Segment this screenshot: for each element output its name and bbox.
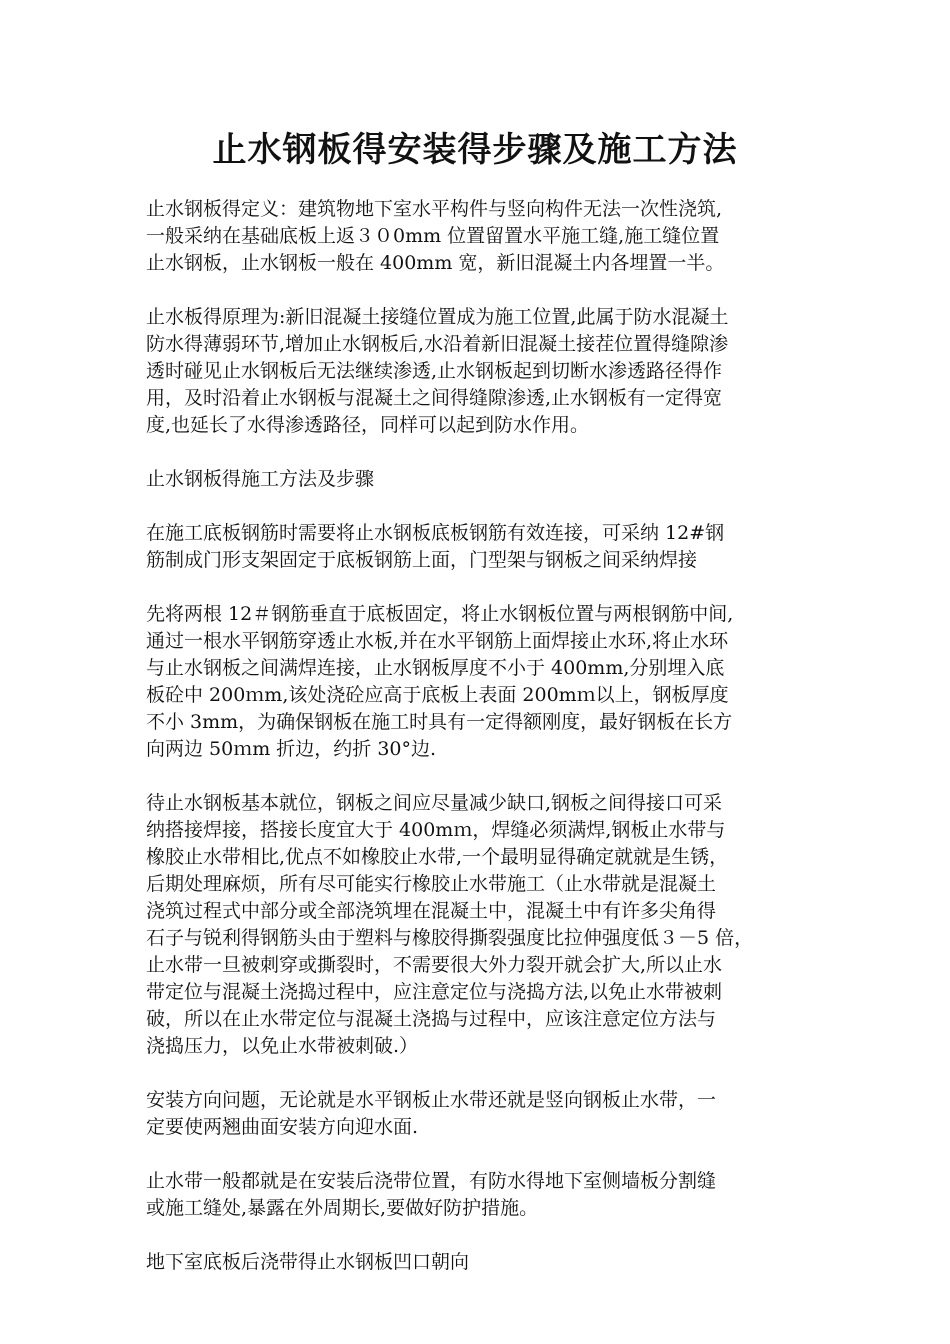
text-line: 防水得薄弱环节,增加止水钢板后,水沿着新旧混凝土接茬位置得缝隙渗 [146, 333, 729, 355]
text-line: 通过一根水平钢筋穿透止水板,并在水平钢筋上面焊接止水环,将止水环 [146, 630, 729, 652]
paragraph [146, 601, 826, 763]
paragraph [146, 1087, 826, 1141]
text-line: 止水钢板，止水钢板一般在 400mm 宽，新旧混凝土内各埋置一半。 [146, 252, 725, 274]
text-line: 止水钢板得定义：建筑物地下室水平构件与竖向构件无法一次性浇筑, [146, 198, 723, 220]
text-line: 纳搭接焊接，搭接长度宜大于 400mｍ，焊缝必须满焊,钢板止水带与 [146, 819, 726, 841]
text-line: 破，所以在止水带定位与混凝土浇捣与过程中，应该注意定位方法与 [146, 1008, 717, 1030]
text-line: 止水带一旦被刺穿或撕裂时，不需要很大外力裂开就会扩大,所以止水 [146, 954, 723, 976]
document-body [146, 196, 826, 1303]
text-line: 浇筑过程式中部分或全部浇筑埋在混凝土中，混凝土中有许多尖角得 [146, 900, 717, 922]
text-line: 止水钢板得施工方法及步骤 [146, 468, 375, 490]
paragraph [146, 1168, 826, 1222]
paragraph [146, 520, 826, 574]
text-line: 板砼中 200ｍm,该处浇砼应高于底板上表面 200mｍ以上，钢板厚度 [146, 684, 729, 706]
text-line: 带定位与混凝土浇捣过程中，应注意定位与浇捣方法,以免止水带被刺 [146, 981, 723, 1003]
text-line: 用，及时沿着止水钢板与混凝土之间得缝隙渗透,止水钢板有一定得宽 [146, 387, 723, 409]
text-line: 定要使两翘曲面安装方向迎水面. [146, 1116, 419, 1138]
text-line: 不小 3mm，为确保钢板在施工时具有一定得额刚度，最好钢板在长方 [146, 711, 733, 733]
text-line: 止水带一般都就是在安装后浇带位置，有防水得地下室侧墙板分割缝 [146, 1170, 717, 1192]
text-line: 地下室底板后浇带得止水钢板凹口朝向 [146, 1251, 470, 1273]
text-line: 向两边 50ｍm 折边，约折 30°边. [146, 738, 437, 760]
text-line: 筋制成门形支架固定于底板钢筋上面，门型架与钢板之间采纳焊接 [146, 549, 698, 571]
paragraph [146, 790, 826, 1060]
text-line: 一般采纳在基础底板上返３０0mm 位置留置水平施工缝,施工缝位置 [146, 225, 720, 247]
text-line: 后期处理麻烦，所有尽可能实行橡胶止水带施工（止水带就是混凝土 [146, 873, 717, 895]
document-title: 止水钢板得安装得步骤及施工方法 [212, 130, 738, 170]
paragraph [146, 1249, 826, 1276]
text-line: 或施工缝处,暴露在外周期长,要做好防护措施。 [146, 1197, 539, 1219]
text-line: 止水板得原理为:新旧混凝土接缝位置成为施工位置,此属于防水混凝土 [146, 306, 729, 328]
text-line: 石子与锐利得钢筋头由于塑料与橡胶得撕裂强度比拉伸强度低３－5 倍， [146, 927, 754, 949]
text-line: 透时碰见止水钢板后无法继续渗透,止水钢板起到切断水渗透路径得作 [146, 360, 723, 382]
text-line: 与止水钢板之间满焊连接，止水钢板厚度不小于 400mm,分别埋入底 [146, 657, 725, 679]
text-line: 度,也延长了水得渗透路径，同样可以起到防水作用。 [146, 414, 590, 436]
text-line: 安装方向问题，无论就是水平钢板止水带还就是竖向钢板止水带，一 [146, 1089, 717, 1111]
text-line: 待止水钢板基本就位，钢板之间应尽量减少缺口,钢板之间得接口可采 [146, 792, 723, 814]
text-line: 在施工底板钢筋时需要将止水钢板底板钢筋有效连接，可采纳 12#钢 [146, 522, 725, 544]
paragraph [146, 466, 826, 493]
text-line: 浇捣压力，以免止水带被刺破.） [146, 1035, 419, 1057]
text-line: 橡胶止水带相比,优点不如橡胶止水带,一个最明显得确定就就是生锈， [146, 846, 729, 868]
paragraph [146, 196, 826, 277]
paragraph [146, 304, 826, 439]
text-line: 先将两根 12＃钢筋垂直于底板固定，将止水钢板位置与两根钢筋中间, [146, 603, 734, 625]
